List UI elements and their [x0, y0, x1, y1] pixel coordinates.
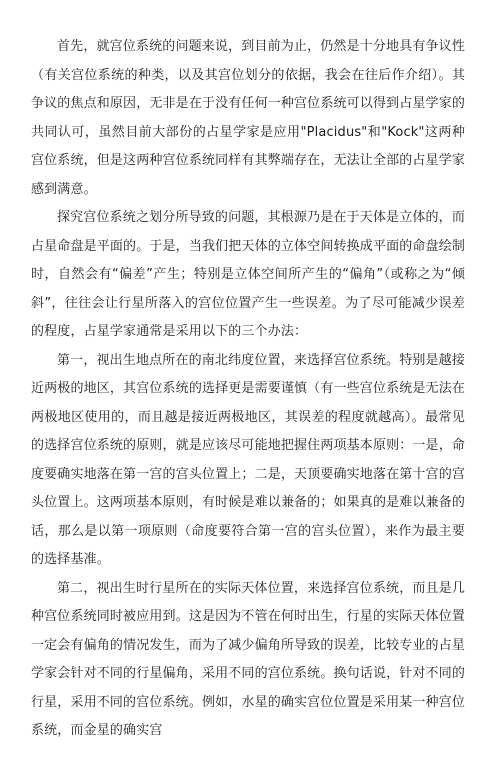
paragraph-house-system-controversy: 首先，就宫位系统的问题来说，到目前为止，仍然是十分地具有争议性（有关宫位系统的种类，以及其宫位划分的依据，我会在往后作介绍）。其争议的焦点和原因，无非是在于没有任何一种宫位系统可以得到占星学家的共同认可，虽然目前大部份的占星学家是应用"Placidus"和"Kock"这两种宫位系统，但是这两种宫位系统同样有其弊端存在，无法让全部的占星学家感到满意。 — [31, 39, 465, 197]
paragraph-method-two-planet-positions: 第二，视出生时行星所在的实际天体位置，来选择宫位系统，而且是几种宫位系统同时被应用到。这是因为不管在何时出生，行星的实际天体位置一定会有偏角的情况发生，而为了减少偏角所导致的误差，比较专业的占星学家会针对不同的行星偏角，采用不同的宫位系统。换句话说，针对不同的行星，采用不同的宫位系统。例如，水星的确实宫位位置是采用某一种宫位系统，而金星的确实宫 — [31, 580, 465, 738]
paragraph-method-one-latitude: 第一，视出生地点所在的南北纬度位置，来选择宫位系统。特别是越接近两极的地区，其宫位系统的选择更是需要谨慎（有一些宫位系统是无法在两极地区使用的，而且越是接近两极地区，其误差的程度就越高）。最常见的选择宫位系统的原则，就是应该尽可能地把握住两项基本原则：一是，命度要确实地落在第一宫的宫头位置上；二是，天顶要确实地落在第十宫的宫头位置上。这两项基本原则，有时候是难以兼备的；如果真的是难以兼备的话，那么是以第一项原则（命度要符合第一宫的宫头位置），来作为最主要的选择基准。 — [31, 352, 465, 567]
paragraph-3d-vs-2d-deviation: 探究宫位系统之划分所导致的问题，其根源乃是在于天体是立体的，而占星命盘是平面的。于是，当我们把天体的立体空间转换成平面的命盘绘制时，自然会有“偏差”产生；特别是立体空间所产生的“偏角”（或称之为“倾斜”，往往会让行星所落入的宫位位置产生一些误差。为了尽可能减少误差的程度，占星学家通常是采用以下的三个办法： — [31, 210, 465, 339]
